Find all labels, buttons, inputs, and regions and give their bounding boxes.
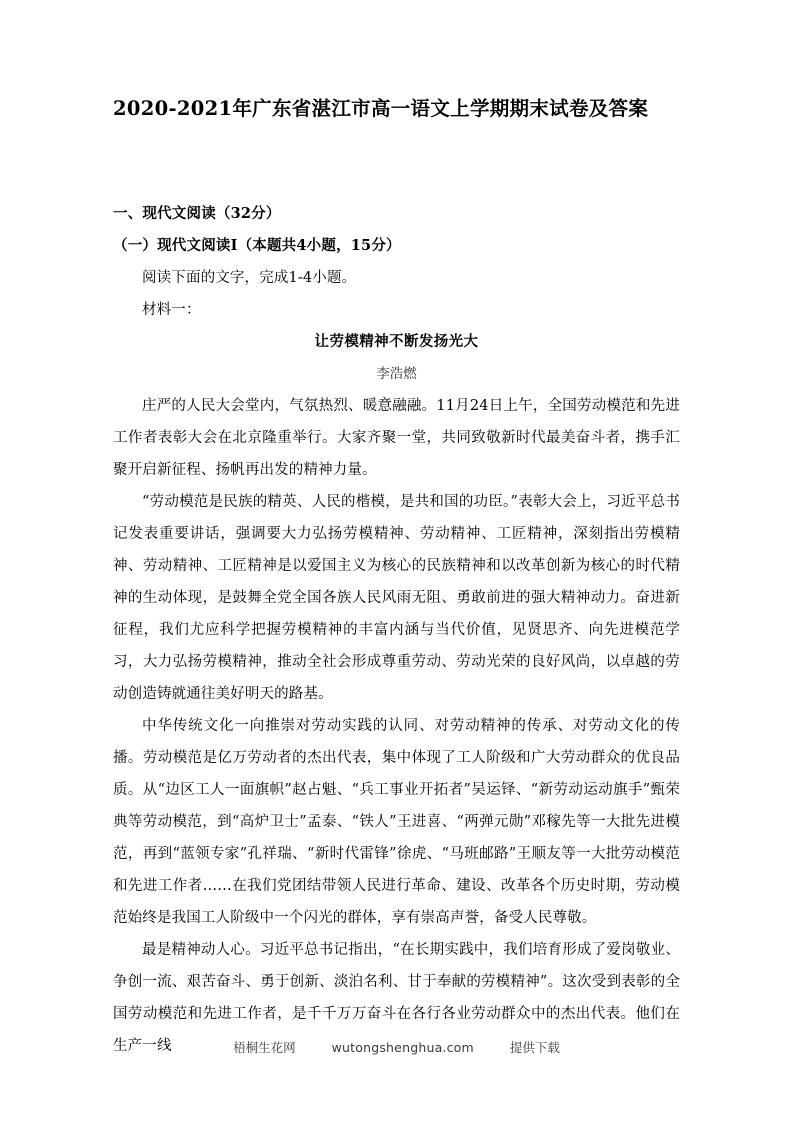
document-content <box>113 0 680 1062</box>
section-heading-sub-one: （一）现代文阅读Ⅰ（本题共4小题，15分） <box>113 237 401 255</box>
material-label: 材料一： <box>142 302 201 319</box>
footer-site-name: 梧桐生花网 <box>233 1040 296 1055</box>
footer-site-url: wutongshenghua.com <box>331 1040 474 1055</box>
page-title: 2020-2021年广东省湛江市高一语文上学期期末试卷及答案 <box>113 97 649 120</box>
article-paragraph: 庄严的人民大会堂内，气氛热烈、暖意融融。11月24日上午，全国劳动模范和先进工作者表彰大会在北京隆重举行。大家齐聚一堂，共同致敬新时代最美奋斗者，携手汇聚开启新征程、扬帆再出发的精神力量。 <box>113 398 680 479</box>
article-title: 让劳模精神不断发扬光大 <box>314 333 479 351</box>
footer-action-text: 提供下载 <box>509 1040 560 1055</box>
page-footer <box>0 1038 793 1056</box>
section-heading-part-one: 一、现代文阅读（32分） <box>113 205 281 223</box>
reading-instruction: 阅读下面的文字，完成1-4小题。 <box>142 270 357 287</box>
article-paragraph: “劳动模范是民族的精英、人民的楷模，是共和国的功臣。”表彰大会上，习近平总书记发表重要讲话，强调要大力弘扬劳模精神、劳动精神、工匠精神，深刻指出劳模精神、劳动精神、工匠精神是以爱国主义为核心的民族精神和以改革创新为核心的时代精神的生动体现，是鼓舞全党全国各族人民风雨无阻、勇敢前进的强大精神动力。奋进新征程，我们尤应科学把握劳模精神的丰富内涵与当代价值，见贤思齐、向先进模范学习，大力弘扬劳模精神，推动全社会形成尊重劳动、劳动光荣的良好风尚，以卓越的劳动创造铸就通往美好明天的路基。 <box>113 494 680 703</box>
article-paragraph: 最是精神动人心。习近平总书记指出，“在长期实践中，我们培育形成了爱岗敬业、争创一流、艰苦奋斗、勇于创新、淡泊名利、甘于奉献的劳模精神”。这次受到表彰的全国劳动模范和先进工作者，是千千万万奋斗在各行各业劳动群众中的杰出代表。他们在生产一线 <box>113 942 680 1055</box>
article-author: 李浩燃 <box>376 366 417 383</box>
article-paragraph: 中华传统文化一向推崇对劳动实践的认同、对劳动精神的传承、对劳动文化的传播。劳动模范是亿万劳动者的杰出代表，集中体现了工人阶级和广大劳动群众的优良品质。从“边区工人一面旗帜”赵占魁、“兵工事业开拓者”吴运铎、“新劳动运动旗手”甄荣典等劳动模范，到“高炉卫士”孟泰、“铁人”王进喜、“两弹元勋”邓稼先等一大批先进模范，再到“蓝领专家”孔祥瑞、“新时代雷锋”徐虎、“马班邮路”王顺友等一大批劳动模范和先进工作者……在我们党团结带领人民进行革命、建设、改革各个历史时期，劳动模范始终是我国工人阶级中一个闪光的群体，享有崇高声誉，备受人民尊敬。 <box>113 718 680 927</box>
